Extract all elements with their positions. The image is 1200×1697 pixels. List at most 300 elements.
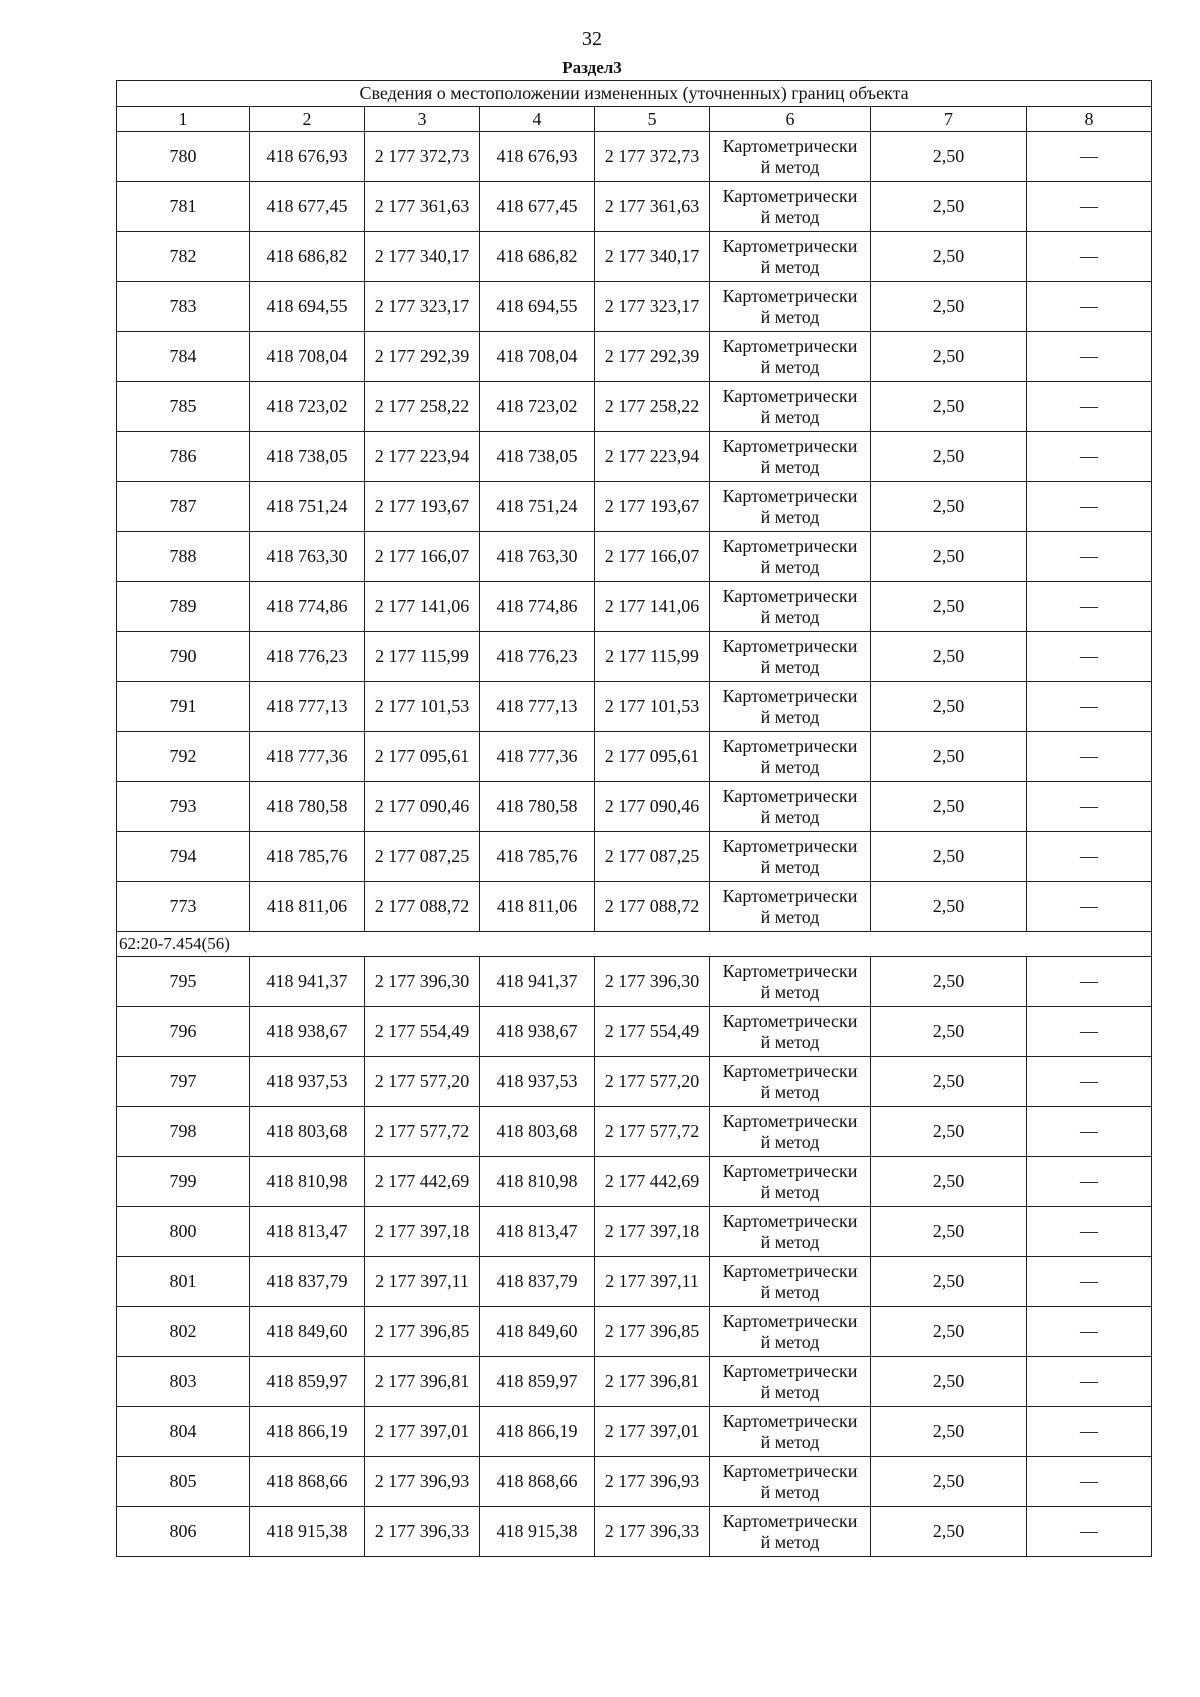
table-row	[117, 482, 1152, 532]
y-updated-cell: 2 177 223,94	[595, 432, 710, 482]
note-cell: —	[1027, 482, 1152, 532]
x-existing-cell: 418 774,86	[250, 582, 365, 632]
column-header: 7	[871, 107, 1027, 132]
point-number-cell: 788	[117, 532, 250, 582]
note-cell: —	[1027, 532, 1152, 582]
x-updated-cell: 418 785,76	[480, 832, 595, 882]
method-line: й метод	[760, 1031, 820, 1052]
method-cell	[710, 1107, 871, 1157]
method-line: Картометрически	[722, 1210, 858, 1231]
precision-cell: 2,50	[871, 1007, 1027, 1057]
table-row	[117, 782, 1152, 832]
x-updated-cell: 418 868,66	[480, 1457, 595, 1507]
point-number-cell: 773	[117, 882, 250, 932]
method-cell	[710, 1207, 871, 1257]
y-existing-cell: 2 177 223,94	[365, 432, 480, 482]
method-cell	[710, 1007, 871, 1057]
point-number-cell: 804	[117, 1407, 250, 1457]
method-line: Картометрически	[722, 1410, 858, 1431]
x-updated-cell: 418 751,24	[480, 482, 595, 532]
y-updated-cell: 2 177 397,11	[595, 1257, 710, 1307]
method-line: й метод	[760, 656, 820, 677]
method-cell	[710, 382, 871, 432]
table-row	[117, 1357, 1152, 1407]
table-caption: Сведения о местоположении измененных (уточненных) границ объекта	[117, 81, 1152, 107]
x-existing-cell: 418 859,97	[250, 1357, 365, 1407]
table-row	[117, 1307, 1152, 1357]
column-header: 4	[480, 107, 595, 132]
point-number-cell: 802	[117, 1307, 250, 1357]
column-header: 2	[250, 107, 365, 132]
point-number-cell: 805	[117, 1457, 250, 1507]
precision-cell: 2,50	[871, 632, 1027, 682]
table-row	[117, 132, 1152, 182]
y-updated-cell: 2 177 577,72	[595, 1107, 710, 1157]
precision-cell: 2,50	[871, 957, 1027, 1007]
method-line: Картометрически	[722, 1510, 858, 1531]
x-existing-cell: 418 686,82	[250, 232, 365, 282]
method-line: й метод	[760, 1331, 820, 1352]
point-number-cell: 781	[117, 182, 250, 232]
point-number-cell: 784	[117, 332, 250, 382]
note-cell: —	[1027, 782, 1152, 832]
point-number-cell: 791	[117, 682, 250, 732]
method-line: й метод	[760, 1081, 820, 1102]
method-line: й метод	[760, 1481, 820, 1502]
y-updated-cell: 2 177 115,99	[595, 632, 710, 682]
y-existing-cell: 2 177 101,53	[365, 682, 480, 732]
y-updated-cell: 2 177 340,17	[595, 232, 710, 282]
note-cell: —	[1027, 182, 1152, 232]
y-updated-cell: 2 177 361,63	[595, 182, 710, 232]
note-cell: —	[1027, 682, 1152, 732]
x-updated-cell: 418 777,36	[480, 732, 595, 782]
method-cell	[710, 1057, 871, 1107]
table-row	[117, 732, 1152, 782]
table-row	[117, 182, 1152, 232]
note-cell: —	[1027, 1207, 1152, 1257]
precision-cell: 2,50	[871, 832, 1027, 882]
y-existing-cell: 2 177 397,18	[365, 1207, 480, 1257]
y-existing-cell: 2 177 087,25	[365, 832, 480, 882]
precision-cell: 2,50	[871, 1457, 1027, 1507]
method-cell	[710, 1357, 871, 1407]
x-updated-cell: 418 677,45	[480, 182, 595, 232]
x-updated-cell: 418 849,60	[480, 1307, 595, 1357]
x-existing-cell: 418 868,66	[250, 1457, 365, 1507]
y-existing-cell: 2 177 396,85	[365, 1307, 480, 1357]
method-cell	[710, 1457, 871, 1507]
method-line: й метод	[760, 256, 820, 277]
y-existing-cell: 2 177 361,63	[365, 182, 480, 232]
table-row	[117, 232, 1152, 282]
x-existing-cell: 418 866,19	[250, 1407, 365, 1457]
point-number-cell: 794	[117, 832, 250, 882]
method-line: й метод	[760, 406, 820, 427]
x-updated-cell: 418 777,13	[480, 682, 595, 732]
group-label-row	[117, 932, 1152, 957]
x-existing-cell: 418 915,38	[250, 1507, 365, 1557]
point-number-cell: 789	[117, 582, 250, 632]
method-line: Картометрически	[722, 685, 858, 706]
table-row	[117, 882, 1152, 932]
method-line: Картометрически	[722, 960, 858, 981]
y-existing-cell: 2 177 340,17	[365, 232, 480, 282]
method-cell	[710, 957, 871, 1007]
note-cell: —	[1027, 732, 1152, 782]
y-updated-cell: 2 177 258,22	[595, 382, 710, 432]
method-line: й метод	[760, 606, 820, 627]
group-label: 62:20-7.454(56)	[117, 932, 1152, 957]
method-line: Картометрически	[722, 385, 858, 406]
method-line: й метод	[760, 1131, 820, 1152]
precision-cell: 2,50	[871, 1407, 1027, 1457]
note-cell: —	[1027, 1307, 1152, 1357]
y-updated-cell: 2 177 442,69	[595, 1157, 710, 1207]
x-updated-cell: 418 763,30	[480, 532, 595, 582]
method-line: Картометрически	[722, 1360, 858, 1381]
table-row	[117, 1407, 1152, 1457]
method-line: й метод	[760, 506, 820, 527]
point-number-cell: 799	[117, 1157, 250, 1207]
y-updated-cell: 2 177 292,39	[595, 332, 710, 382]
method-line: Картометрически	[722, 1060, 858, 1081]
y-updated-cell: 2 177 554,49	[595, 1007, 710, 1057]
y-updated-cell: 2 177 095,61	[595, 732, 710, 782]
y-updated-cell: 2 177 088,72	[595, 882, 710, 932]
x-updated-cell: 418 738,05	[480, 432, 595, 482]
boundary-coordinates-table	[116, 80, 1152, 1557]
point-number-cell: 787	[117, 482, 250, 532]
y-existing-cell: 2 177 292,39	[365, 332, 480, 382]
method-line: Картометрически	[722, 135, 858, 156]
x-updated-cell: 418 723,02	[480, 382, 595, 432]
method-cell	[710, 1257, 871, 1307]
method-cell	[710, 432, 871, 482]
method-cell	[710, 132, 871, 182]
y-existing-cell: 2 177 397,01	[365, 1407, 480, 1457]
method-line: й метод	[760, 1181, 820, 1202]
table-row	[117, 1257, 1152, 1307]
method-line: Картометрически	[722, 785, 858, 806]
method-line: Картометрически	[722, 635, 858, 656]
note-cell: —	[1027, 1507, 1152, 1557]
y-existing-cell: 2 177 141,06	[365, 582, 480, 632]
precision-cell: 2,50	[871, 732, 1027, 782]
column-header: 1	[117, 107, 250, 132]
point-number-cell: 806	[117, 1507, 250, 1557]
precision-cell: 2,50	[871, 282, 1027, 332]
precision-cell: 2,50	[871, 432, 1027, 482]
x-existing-cell: 418 777,36	[250, 732, 365, 782]
method-cell	[710, 1407, 871, 1457]
method-line: Картометрически	[722, 1260, 858, 1281]
method-cell	[710, 282, 871, 332]
method-line: й метод	[760, 1381, 820, 1402]
x-updated-cell: 418 810,98	[480, 1157, 595, 1207]
y-updated-cell: 2 177 101,53	[595, 682, 710, 732]
note-cell: —	[1027, 382, 1152, 432]
point-number-cell: 783	[117, 282, 250, 332]
table-row	[117, 282, 1152, 332]
table-row	[117, 382, 1152, 432]
note-cell: —	[1027, 1007, 1152, 1057]
point-number-cell: 797	[117, 1057, 250, 1107]
method-line: Картометрически	[722, 1160, 858, 1181]
x-updated-cell: 418 774,86	[480, 582, 595, 632]
x-existing-cell: 418 738,05	[250, 432, 365, 482]
x-existing-cell: 418 803,68	[250, 1107, 365, 1157]
precision-cell: 2,50	[871, 582, 1027, 632]
table-row	[117, 1157, 1152, 1207]
note-cell: —	[1027, 1357, 1152, 1407]
method-cell	[710, 782, 871, 832]
point-number-cell: 780	[117, 132, 250, 182]
method-line: Картометрически	[722, 835, 858, 856]
y-existing-cell: 2 177 372,73	[365, 132, 480, 182]
column-header: 5	[595, 107, 710, 132]
y-updated-cell: 2 177 396,33	[595, 1507, 710, 1557]
y-updated-cell: 2 177 090,46	[595, 782, 710, 832]
y-existing-cell: 2 177 577,72	[365, 1107, 480, 1157]
method-line: й метод	[760, 456, 820, 477]
point-number-cell: 790	[117, 632, 250, 682]
precision-cell: 2,50	[871, 1507, 1027, 1557]
table-row	[117, 1107, 1152, 1157]
method-line: Картометрически	[722, 335, 858, 356]
point-number-cell: 803	[117, 1357, 250, 1407]
method-line: Картометрически	[722, 1110, 858, 1131]
method-line: Картометрически	[722, 485, 858, 506]
method-line: й метод	[760, 906, 820, 927]
table-body	[117, 132, 1152, 1557]
y-existing-cell: 2 177 166,07	[365, 532, 480, 582]
method-line: й метод	[760, 706, 820, 727]
y-updated-cell: 2 177 372,73	[595, 132, 710, 182]
x-updated-cell: 418 866,19	[480, 1407, 595, 1457]
y-updated-cell: 2 177 397,01	[595, 1407, 710, 1457]
method-line: й метод	[760, 356, 820, 377]
method-cell	[710, 232, 871, 282]
note-cell: —	[1027, 957, 1152, 1007]
method-line: Картометрически	[722, 235, 858, 256]
table-row	[117, 1007, 1152, 1057]
x-existing-cell: 418 751,24	[250, 482, 365, 532]
precision-cell: 2,50	[871, 1207, 1027, 1257]
y-existing-cell: 2 177 396,81	[365, 1357, 480, 1407]
x-updated-cell: 418 915,38	[480, 1507, 595, 1557]
method-line: й метод	[760, 1281, 820, 1302]
precision-cell: 2,50	[871, 1107, 1027, 1157]
x-existing-cell: 418 813,47	[250, 1207, 365, 1257]
method-cell	[710, 732, 871, 782]
x-updated-cell: 418 676,93	[480, 132, 595, 182]
method-cell	[710, 632, 871, 682]
precision-cell: 2,50	[871, 232, 1027, 282]
table-row	[117, 682, 1152, 732]
method-line: Картометрически	[722, 435, 858, 456]
table-row	[117, 432, 1152, 482]
precision-cell: 2,50	[871, 682, 1027, 732]
column-header: 6	[710, 107, 871, 132]
method-line: й метод	[760, 1531, 820, 1552]
y-updated-cell: 2 177 396,30	[595, 957, 710, 1007]
point-number-cell: 798	[117, 1107, 250, 1157]
note-cell: —	[1027, 1407, 1152, 1457]
x-existing-cell: 418 941,37	[250, 957, 365, 1007]
method-line: й метод	[760, 1431, 820, 1452]
method-cell	[710, 682, 871, 732]
y-existing-cell: 2 177 396,30	[365, 957, 480, 1007]
x-updated-cell: 418 686,82	[480, 232, 595, 282]
x-existing-cell: 418 776,23	[250, 632, 365, 682]
point-number-cell: 800	[117, 1207, 250, 1257]
x-updated-cell: 418 937,53	[480, 1057, 595, 1107]
x-existing-cell: 418 763,30	[250, 532, 365, 582]
y-updated-cell: 2 177 577,20	[595, 1057, 710, 1107]
method-cell	[710, 1507, 871, 1557]
y-existing-cell: 2 177 396,33	[365, 1507, 480, 1557]
note-cell: —	[1027, 432, 1152, 482]
precision-cell: 2,50	[871, 382, 1027, 432]
method-cell	[710, 182, 871, 232]
method-cell	[710, 332, 871, 382]
precision-cell: 2,50	[871, 132, 1027, 182]
precision-cell: 2,50	[871, 182, 1027, 232]
y-existing-cell: 2 177 115,99	[365, 632, 480, 682]
x-existing-cell: 418 811,06	[250, 882, 365, 932]
note-cell: —	[1027, 232, 1152, 282]
x-updated-cell: 418 776,23	[480, 632, 595, 682]
precision-cell: 2,50	[871, 532, 1027, 582]
note-cell: —	[1027, 1107, 1152, 1157]
y-existing-cell: 2 177 396,93	[365, 1457, 480, 1507]
method-line: й метод	[760, 556, 820, 577]
column-header: 8	[1027, 107, 1152, 132]
x-existing-cell: 418 708,04	[250, 332, 365, 382]
method-line: Картометрически	[722, 585, 858, 606]
x-existing-cell: 418 938,67	[250, 1007, 365, 1057]
note-cell: —	[1027, 1457, 1152, 1507]
method-line: Картометрически	[722, 1460, 858, 1481]
point-number-cell: 786	[117, 432, 250, 482]
method-cell	[710, 532, 871, 582]
note-cell: —	[1027, 1257, 1152, 1307]
note-cell: —	[1027, 832, 1152, 882]
method-cell	[710, 882, 871, 932]
note-cell: —	[1027, 282, 1152, 332]
y-updated-cell: 2 177 396,93	[595, 1457, 710, 1507]
method-line: й метод	[760, 306, 820, 327]
y-existing-cell: 2 177 193,67	[365, 482, 480, 532]
x-updated-cell: 418 694,55	[480, 282, 595, 332]
y-updated-cell: 2 177 323,17	[595, 282, 710, 332]
precision-cell: 2,50	[871, 1157, 1027, 1207]
x-existing-cell: 418 723,02	[250, 382, 365, 432]
x-updated-cell: 418 803,68	[480, 1107, 595, 1157]
precision-cell: 2,50	[871, 782, 1027, 832]
point-number-cell: 795	[117, 957, 250, 1007]
point-number-cell: 782	[117, 232, 250, 282]
x-updated-cell: 418 941,37	[480, 957, 595, 1007]
note-cell: —	[1027, 1057, 1152, 1107]
x-existing-cell: 418 837,79	[250, 1257, 365, 1307]
x-existing-cell: 418 785,76	[250, 832, 365, 882]
point-number-cell: 785	[117, 382, 250, 432]
method-line: Картометрически	[722, 535, 858, 556]
method-line: Картометрически	[722, 1010, 858, 1031]
method-cell	[710, 482, 871, 532]
x-existing-cell: 418 810,98	[250, 1157, 365, 1207]
method-line: й метод	[760, 856, 820, 877]
method-line: Картометрически	[722, 735, 858, 756]
method-line: й метод	[760, 756, 820, 777]
y-updated-cell: 2 177 397,18	[595, 1207, 710, 1257]
method-cell	[710, 832, 871, 882]
y-updated-cell: 2 177 193,67	[595, 482, 710, 532]
note-cell: —	[1027, 582, 1152, 632]
point-number-cell: 796	[117, 1007, 250, 1057]
y-updated-cell: 2 177 166,07	[595, 532, 710, 582]
table-row	[117, 632, 1152, 682]
page-number: 32	[582, 28, 602, 50]
column-number-header	[117, 107, 1152, 132]
table-row	[117, 532, 1152, 582]
method-line: й метод	[760, 206, 820, 227]
y-updated-cell: 2 177 141,06	[595, 582, 710, 632]
precision-cell: 2,50	[871, 882, 1027, 932]
method-line: й метод	[760, 981, 820, 1002]
method-line: Картометрически	[722, 1310, 858, 1331]
precision-cell: 2,50	[871, 482, 1027, 532]
method-cell	[710, 1157, 871, 1207]
column-header: 3	[365, 107, 480, 132]
y-existing-cell: 2 177 442,69	[365, 1157, 480, 1207]
precision-cell: 2,50	[871, 1057, 1027, 1107]
table-row	[117, 1507, 1152, 1557]
y-updated-cell: 2 177 396,81	[595, 1357, 710, 1407]
y-existing-cell: 2 177 095,61	[365, 732, 480, 782]
x-updated-cell: 418 708,04	[480, 332, 595, 382]
method-line: й метод	[760, 1231, 820, 1252]
precision-cell: 2,50	[871, 1307, 1027, 1357]
method-line: Картометрически	[722, 285, 858, 306]
method-cell	[710, 1307, 871, 1357]
x-existing-cell: 418 849,60	[250, 1307, 365, 1357]
table-row	[117, 957, 1152, 1007]
table-row	[117, 332, 1152, 382]
y-existing-cell: 2 177 554,49	[365, 1007, 480, 1057]
y-existing-cell: 2 177 258,22	[365, 382, 480, 432]
y-existing-cell: 2 177 090,46	[365, 782, 480, 832]
point-number-cell: 792	[117, 732, 250, 782]
x-existing-cell: 418 677,45	[250, 182, 365, 232]
precision-cell: 2,50	[871, 332, 1027, 382]
x-existing-cell: 418 777,13	[250, 682, 365, 732]
x-existing-cell: 418 780,58	[250, 782, 365, 832]
x-updated-cell: 418 837,79	[480, 1257, 595, 1307]
y-updated-cell: 2 177 396,85	[595, 1307, 710, 1357]
note-cell: —	[1027, 132, 1152, 182]
x-updated-cell: 418 780,58	[480, 782, 595, 832]
x-updated-cell: 418 813,47	[480, 1207, 595, 1257]
precision-cell: 2,50	[871, 1257, 1027, 1307]
point-number-cell: 793	[117, 782, 250, 832]
y-existing-cell: 2 177 323,17	[365, 282, 480, 332]
x-updated-cell: 418 938,67	[480, 1007, 595, 1057]
table-row	[117, 832, 1152, 882]
note-cell: —	[1027, 882, 1152, 932]
